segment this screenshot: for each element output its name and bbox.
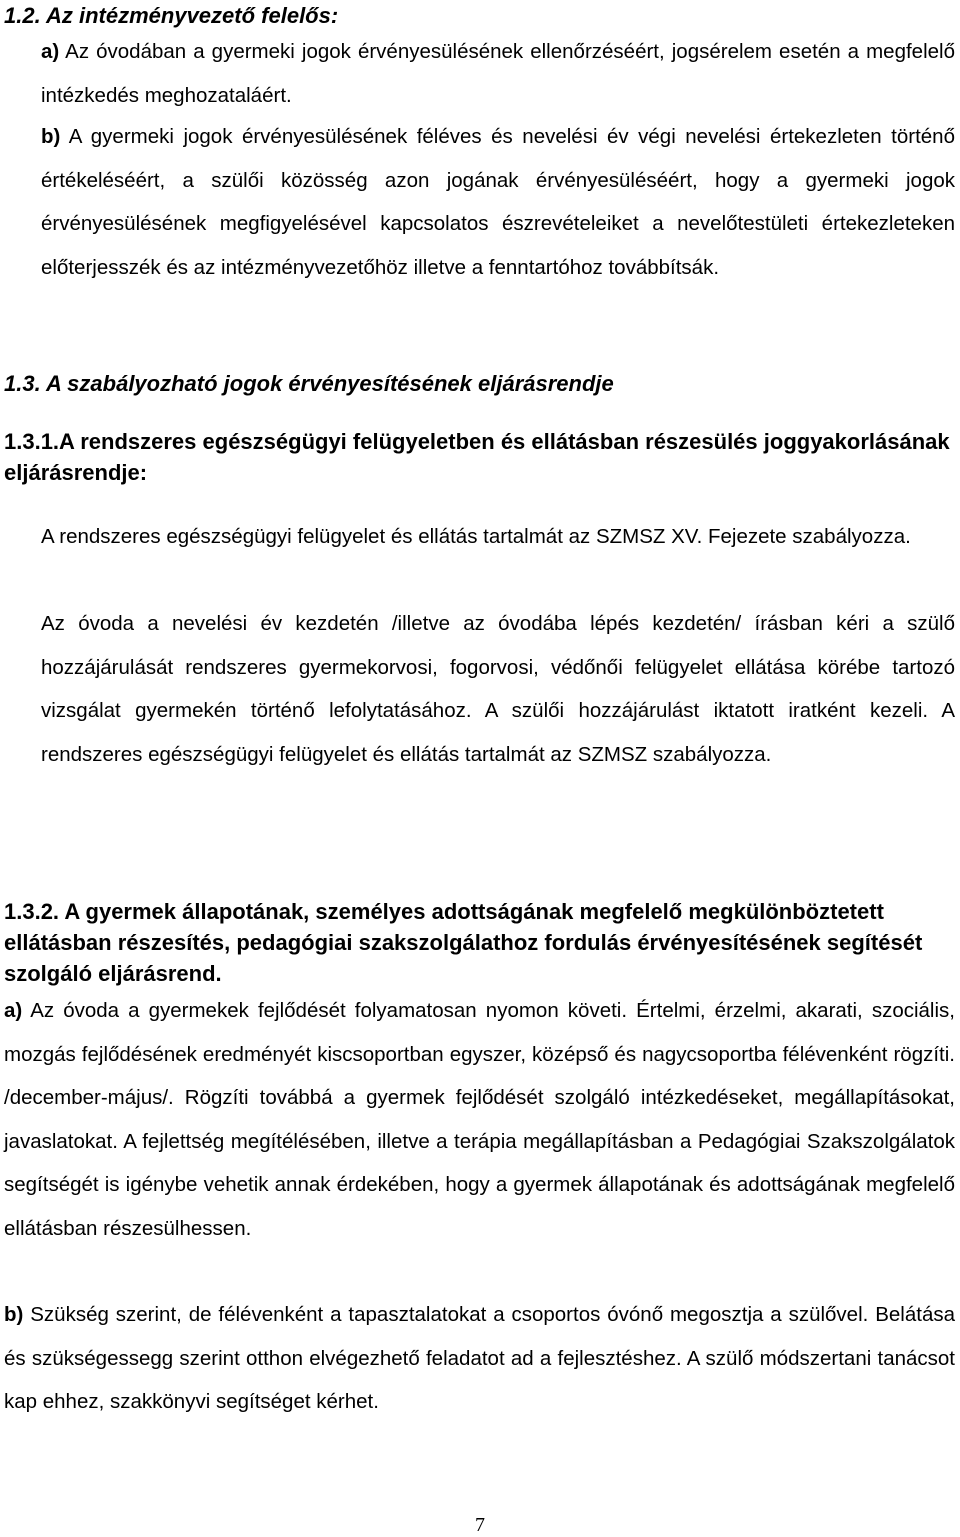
section-1-3-2-item-b bbox=[4, 1293, 955, 1424]
section-1-2-item-a bbox=[41, 30, 955, 117]
item-b-text: A gyermeki jogok érvényesülésének féléves és nevelési év végi nevelési értekezleten történő értékeléséért, a szülői közösség azon jogának érvényesüléséért, hogy a gyermeki jogok érvényesülésének megfigyelésével kapcsolatos észrevételeiket a nevelőtestületi értekezleteken előterjesszék és az intézményvezetőhöz illetve a fenntartóhoz továbbítsák. bbox=[41, 125, 955, 279]
item-a-marker: a) bbox=[41, 40, 60, 63]
item-b-text: Szükség szerint, de félévenként a tapasztalatokat a csoportos óvónő megosztja a szülővel. Belátása és szükségessegg szerint otthon elvégezhető feladatot ad a fejlesztéshez. A szülő módszertani tanácsot kap ehhez, szakkönyvi segítséget kérhet. bbox=[4, 1303, 955, 1414]
section-1-2-item-b bbox=[41, 115, 955, 289]
section-1-2-heading: 1.2. Az intézményvezető felelős: bbox=[4, 3, 339, 28]
item-b-marker: b) bbox=[4, 1303, 24, 1326]
section-1-3-heading: 1.3. A szabályozható jogok érvényesítésének eljárásrendje bbox=[4, 371, 614, 396]
section-1-3-2-item-a bbox=[4, 989, 955, 1251]
section-1-3-1-paragraph-1: A rendszeres egészségügyi felügyelet és ellátás tartalmát az SZMSZ XV. Fejezete szabályozza. bbox=[41, 525, 911, 548]
item-b-marker: b) bbox=[41, 125, 61, 148]
section-1-3-1-paragraph-2: Az óvoda a nevelési év kezdetén /illetve az óvodába lépés kezdetén/ írásban kéri a szülő hozzájárulását rendszeres gyermekorvosi, fogorvosi, védőnői felügyelet ellátása körébe tartozó vizsgálat gyermekén történő lefolytatásához. A szülői hozzájárulást iktatott iratként kezeli. A rendszeres egészségügyi felügyelet és ellátás tartalmát az SZMSZ szabályozza. bbox=[41, 612, 955, 766]
section-1-3-2-heading: 1.3.2. A gyermek állapotának, személyes adottságának megfelelő megkülönböztetett ellátásban részesítés, pedagógiai szakszolgálathoz fordulás érvényesítésének segítését szolgáló eljárásrend. bbox=[4, 899, 923, 986]
item-a-text: Az óvodában a gyermeki jogok érvényesülésének ellenőrzéséért, jogsérelem esetén a megfelelő intézkedés meghozataláért. bbox=[41, 40, 955, 107]
item-a-marker: a) bbox=[4, 999, 23, 1022]
item-a-text: Az óvoda a gyermekek fejlődését folyamatosan nyomon követi. Értelmi, érzelmi, akarati, szociális, mozgás fejlődésének eredményét kiscsoportban egyszer, középső és nagycsoportba félévenként rögzíti. /december-május/. Rögzíti továbbá a gyermek fejlődését szolgáló intézkedéseket, megállapításokat, javaslatokat. A fejlettség megítélésében, illetve a terápia megállapításban a Pedagógiai Szakszolgálatok segítségét is igénybe vehetik annak érdekében, hogy a gyermek állapotának és adottságának megfelelő ellátásban részesülhessen. bbox=[4, 999, 955, 1240]
page-number: 7 bbox=[475, 1514, 485, 1536]
section-1-3-1-heading: 1.3.1.A rendszeres egészségügyi felügyeletben és ellátásban részesülés joggyakorlásának eljárásrendje: bbox=[4, 429, 950, 485]
